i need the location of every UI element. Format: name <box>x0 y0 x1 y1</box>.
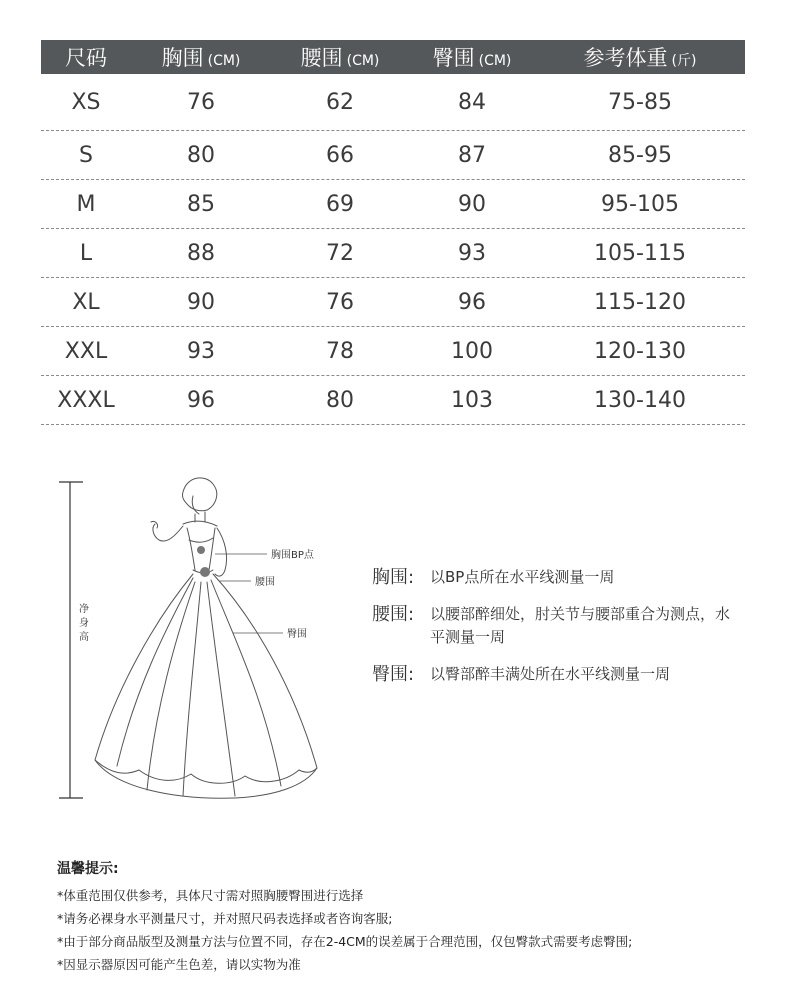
cell-weight: 105-115 <box>594 240 686 266</box>
table-body <box>41 74 745 425</box>
header-size: 尺码 <box>65 46 107 70</box>
table-row <box>41 376 745 425</box>
cell-size: XL <box>72 289 100 315</box>
tips-title: 温馨提示: <box>57 861 119 877</box>
cell-size: XXXL <box>57 387 115 413</box>
header-bust: 胸围 (CM) <box>161 46 241 70</box>
cell-weight: 130-140 <box>594 387 686 413</box>
cell-waist: 76 <box>326 289 354 315</box>
height-label-3: 高 <box>79 632 89 643</box>
table-row <box>41 229 745 278</box>
cell-waist: 66 <box>326 142 354 168</box>
definition-bust <box>372 566 732 589</box>
cell-hip: 93 <box>458 240 486 266</box>
cell-hip: 103 <box>451 387 493 413</box>
cell-size: L <box>79 240 93 266</box>
callout-hip: 臀围 <box>287 629 307 640</box>
cell-bust: 76 <box>187 89 215 115</box>
definition-waist <box>372 603 732 649</box>
definition-term: 腰围: <box>372 604 415 625</box>
cell-bust: 85 <box>187 191 215 217</box>
callout-lines <box>215 554 283 633</box>
table-row <box>41 327 745 376</box>
cell-weight: 85-95 <box>608 142 672 168</box>
cell-size: S <box>79 142 93 168</box>
cell-waist: 78 <box>326 338 354 364</box>
definition-hip <box>372 663 732 686</box>
height-label-1: 净 <box>79 604 89 615</box>
cell-bust: 88 <box>187 240 215 266</box>
tip-item: *请务必裸身水平测量尺寸，并对照尺码表选择或者咨询客服; <box>57 911 393 926</box>
cell-waist: 69 <box>326 191 354 217</box>
table-row <box>41 74 745 131</box>
tips-section <box>57 858 757 976</box>
cell-waist: 80 <box>326 387 354 413</box>
cell-bust: 96 <box>187 387 215 413</box>
cell-bust: 90 <box>187 289 215 315</box>
definition-desc: 以BP点所在水平线测量一周 <box>430 568 615 586</box>
cell-size: XXL <box>64 338 108 364</box>
cell-weight: 115-120 <box>594 289 686 315</box>
cell-size: M <box>76 191 96 217</box>
tip-item: *因显示器原因可能产生色差，请以实物为准 <box>57 957 301 972</box>
tip-item: *体重范围仅供参考，具体尺寸需对照胸腰臀围进行选择 <box>57 888 364 903</box>
cell-hip: 100 <box>451 338 493 364</box>
measurement-definitions <box>372 566 732 700</box>
definition-desc: 以臀部醉丰满处所在水平线测量一周 <box>430 665 671 683</box>
table-row <box>41 180 745 229</box>
measurement-figure <box>55 470 345 810</box>
dress-illustration <box>55 470 345 810</box>
cell-hip: 87 <box>458 142 486 168</box>
header-hip: 臀围 (CM) <box>432 46 512 70</box>
definition-term: 臀围: <box>372 664 415 685</box>
cell-weight: 120-130 <box>594 338 686 364</box>
cell-waist: 72 <box>326 240 354 266</box>
table-row <box>41 278 745 327</box>
size-table <box>41 40 745 425</box>
cell-bust: 93 <box>187 338 215 364</box>
callout-waist: 腰围 <box>255 577 275 588</box>
table-header <box>41 40 745 74</box>
cell-hip: 84 <box>458 89 486 115</box>
cell-weight: 95-105 <box>601 191 679 217</box>
table-row <box>41 131 745 180</box>
cell-size: XS <box>71 89 101 115</box>
cell-hip: 90 <box>458 191 486 217</box>
cell-waist: 62 <box>326 89 354 115</box>
definition-desc: 以腰部醉细处，肘关节与腰部重合为测点，水平测量一周 <box>430 605 731 646</box>
cell-bust: 80 <box>187 142 215 168</box>
woman-sketch <box>95 478 317 798</box>
header-weight: 参考体重 (斤) <box>583 46 697 70</box>
cell-hip: 96 <box>458 289 486 315</box>
tip-item: *由于部分商品版型及测量方法与位置不同，存在2-4CM的误差属于合理范围，仅包臀款式需要考虑臀围; <box>57 934 633 949</box>
height-label-2: 身 <box>79 618 89 629</box>
cell-weight: 75-85 <box>608 89 672 115</box>
definition-term: 胸围: <box>372 567 415 588</box>
callout-bust: 胸围BP点 <box>271 550 314 561</box>
header-waist: 腰围 (CM) <box>300 46 380 70</box>
